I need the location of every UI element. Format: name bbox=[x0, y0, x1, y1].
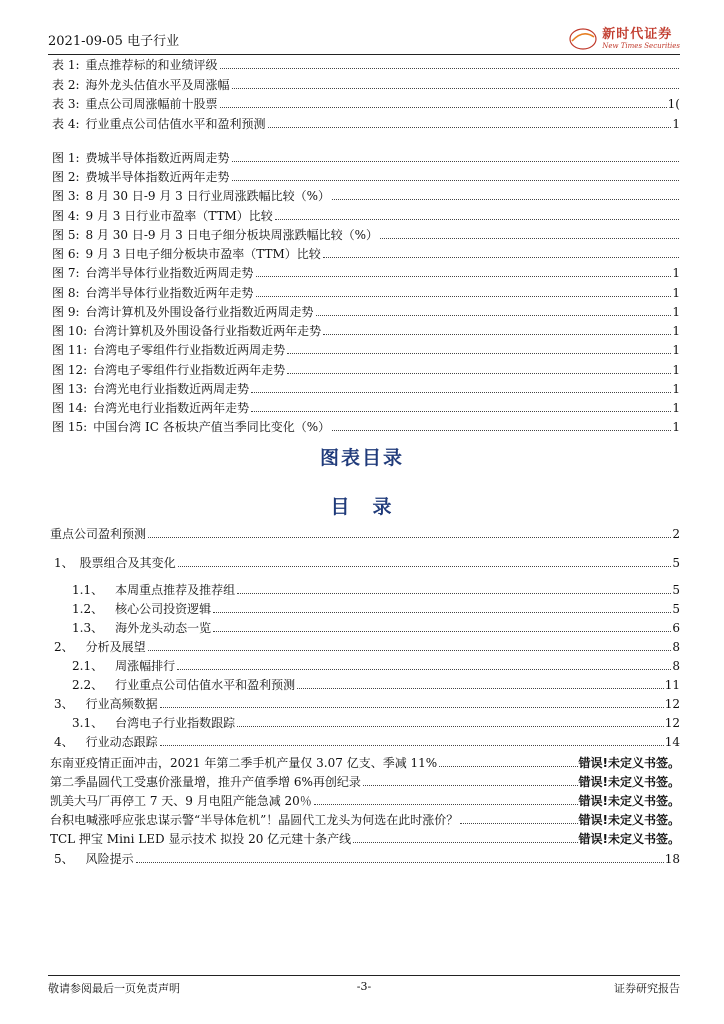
dot-leader bbox=[287, 353, 671, 354]
entry-label: 3.1、 bbox=[72, 716, 104, 730]
entry-label: 图 6: bbox=[52, 247, 80, 261]
logo-chinese: 新时代证券 bbox=[602, 27, 673, 42]
dot-leader bbox=[363, 785, 578, 786]
dot-leader bbox=[136, 862, 664, 863]
table-entry[interactable] bbox=[52, 78, 680, 92]
entry-title: 重点公司盈利预测 bbox=[50, 527, 147, 541]
entry-title: 海外龙头估值水平及周涨幅 bbox=[85, 78, 230, 92]
entry-title: 股票组合及其变化 bbox=[79, 556, 176, 570]
entry-label: 表 2: bbox=[52, 78, 80, 92]
dot-leader bbox=[251, 392, 671, 393]
toc-entry[interactable] bbox=[50, 813, 680, 827]
table-entry[interactable] bbox=[52, 117, 680, 131]
entry-label: 图 14: bbox=[52, 401, 88, 415]
entry-title: 台湾光电行业指数近两年走势 bbox=[93, 401, 250, 415]
entry-title: 分析及展望 bbox=[85, 640, 146, 654]
header-rule bbox=[48, 54, 680, 55]
footer-disclaimer: 敬请参阅最后一页免责声明 bbox=[48, 982, 180, 995]
entry-page-number: 14 bbox=[664, 735, 680, 749]
entry-title: TCL 押宝 Mini LED 显示技术 拟投 20 亿元建十条产线 bbox=[50, 832, 352, 846]
figure-entry[interactable] bbox=[52, 189, 680, 203]
figure-entry[interactable] bbox=[52, 324, 680, 338]
figure-entry[interactable] bbox=[52, 247, 680, 261]
entry-title: 行业重点公司估值水平和盈利预测 bbox=[115, 678, 296, 692]
entry-page-number: 1 bbox=[672, 305, 680, 319]
dot-leader bbox=[148, 650, 672, 651]
entry-title: 行业动态跟踪 bbox=[85, 735, 158, 749]
entry-page-number: 1 bbox=[672, 266, 680, 280]
toc-entry[interactable] bbox=[54, 697, 680, 711]
entry-page-number: 11 bbox=[664, 678, 680, 692]
toc-entry[interactable] bbox=[50, 794, 680, 808]
dot-leader bbox=[287, 373, 671, 374]
dot-leader bbox=[353, 842, 577, 843]
entry-label: 2.2、 bbox=[72, 678, 104, 692]
toc-entry[interactable] bbox=[54, 852, 680, 866]
entry-page-number: 2 bbox=[672, 527, 680, 541]
logo-text bbox=[602, 28, 680, 50]
table-entry[interactable] bbox=[52, 97, 680, 111]
dot-leader bbox=[232, 161, 679, 162]
dot-leader bbox=[439, 766, 577, 767]
entry-title: 重点公司周涨幅前十股票 bbox=[85, 97, 218, 111]
dot-leader bbox=[213, 631, 671, 632]
entry-label: 1、 bbox=[54, 556, 74, 570]
entry-page-number: 错误!未定义书签。 bbox=[578, 813, 680, 827]
figure-entry[interactable] bbox=[52, 228, 680, 242]
toc-entry[interactable] bbox=[50, 832, 680, 846]
entry-label: 5、 bbox=[54, 852, 74, 866]
entry-label: 1.3、 bbox=[72, 621, 104, 635]
company-logo bbox=[568, 26, 680, 52]
entry-page-number: 5 bbox=[672, 583, 680, 597]
entry-label: 1.1、 bbox=[72, 583, 104, 597]
entry-label: 图 15: bbox=[52, 420, 88, 434]
entry-page-number: 8 bbox=[672, 640, 680, 654]
entry-title: 东南亚疫情正面冲击，2021 年第二季手机产量仅 3.07 亿支、季减 11% bbox=[50, 756, 438, 770]
figure-entry[interactable] bbox=[52, 286, 680, 300]
header-date-industry: 2021-09-05 电子行业 bbox=[48, 34, 180, 49]
entry-page-number: 错误!未定义书签。 bbox=[578, 794, 680, 808]
toc-entry[interactable] bbox=[54, 640, 680, 654]
toc-entry[interactable] bbox=[50, 527, 680, 541]
entry-label: 图 4: bbox=[52, 209, 80, 223]
dot-leader bbox=[275, 219, 679, 220]
toc-entry[interactable] bbox=[72, 602, 680, 616]
figure-entry[interactable] bbox=[52, 363, 680, 377]
dot-leader bbox=[332, 199, 679, 200]
dot-leader bbox=[178, 566, 672, 567]
toc-entry[interactable] bbox=[72, 621, 680, 635]
page-number: -3- bbox=[356, 980, 372, 993]
entry-title: 9 月 3 日行业市盈率（TTM）比较 bbox=[85, 209, 273, 223]
figure-entry[interactable] bbox=[52, 382, 680, 396]
figure-entry[interactable] bbox=[52, 266, 680, 280]
dot-leader bbox=[332, 430, 671, 431]
entry-label: 3、 bbox=[54, 697, 74, 711]
entry-label: 表 1: bbox=[52, 58, 80, 72]
entry-page-number: 错误!未定义书签。 bbox=[578, 756, 680, 770]
figure-entry[interactable] bbox=[52, 209, 680, 223]
dot-leader bbox=[297, 688, 664, 689]
entry-title: 台湾半导体行业指数近两周走势 bbox=[85, 266, 254, 280]
entry-page-number: 1( bbox=[667, 97, 680, 111]
entry-page-number: 错误!未定义书签。 bbox=[578, 832, 680, 846]
toc-entry[interactable] bbox=[54, 556, 680, 570]
entry-label: 图 13: bbox=[52, 382, 88, 396]
dot-leader bbox=[323, 257, 679, 258]
entry-title: 核心公司投资逻辑 bbox=[115, 602, 212, 616]
contents-title: 目 录 bbox=[330, 496, 394, 518]
entry-page-number: 1 bbox=[672, 343, 680, 357]
dot-leader bbox=[380, 238, 679, 239]
dot-leader bbox=[148, 537, 671, 538]
entry-title: 行业重点公司估值水平和盈利预测 bbox=[85, 117, 266, 131]
entry-page-number: 6 bbox=[672, 621, 680, 635]
entry-title: 费城半导体指数近两周走势 bbox=[85, 151, 230, 165]
table-entry[interactable] bbox=[52, 58, 680, 72]
dot-leader bbox=[220, 68, 679, 69]
entry-label: 图 7: bbox=[52, 266, 80, 280]
entry-label: 2.1、 bbox=[72, 659, 104, 673]
dot-leader bbox=[323, 334, 671, 335]
entry-page-number: 1 bbox=[672, 401, 680, 415]
logo-english: New Times Securities bbox=[602, 42, 680, 50]
entry-page-number: 1 bbox=[672, 363, 680, 377]
dot-leader bbox=[220, 107, 667, 108]
entry-label: 2、 bbox=[54, 640, 74, 654]
toc-entry[interactable] bbox=[72, 583, 680, 597]
entry-title: 台湾电子行业指数跟踪 bbox=[115, 716, 236, 730]
entry-label: 图 10: bbox=[52, 324, 88, 338]
entry-title: 台湾光电行业指数近两周走势 bbox=[93, 382, 250, 396]
entry-title: 凯美大马厂再停工 7 天、9 月电阻产能急减 20％ bbox=[50, 794, 312, 808]
dot-leader bbox=[460, 823, 577, 824]
figures-tables-title: 图表目录 bbox=[319, 447, 404, 469]
toc-entry[interactable] bbox=[50, 775, 680, 789]
entry-title: 8 月 30 日-9 月 3 日电子细分板块周涨跌幅比较（%） bbox=[85, 228, 379, 242]
entry-page-number: 1 bbox=[672, 420, 680, 434]
entry-page-number: 18 bbox=[664, 852, 680, 866]
entry-title: 中国台湾 IC 各板块产值当季同比变化（%） bbox=[93, 420, 331, 434]
entry-label: 图 9: bbox=[52, 305, 80, 319]
entry-label: 1.2、 bbox=[72, 602, 104, 616]
entry-label: 图 8: bbox=[52, 286, 80, 300]
entry-title: 8 月 30 日-9 月 3 日行业周涨跌幅比较（%） bbox=[85, 189, 331, 203]
page-header bbox=[48, 26, 680, 54]
figure-entry[interactable] bbox=[52, 343, 680, 357]
entry-label: 图 5: bbox=[52, 228, 80, 242]
entry-title: 行业高频数据 bbox=[85, 697, 158, 711]
dot-leader bbox=[316, 315, 672, 316]
figure-entry[interactable] bbox=[52, 305, 680, 319]
entry-page-number: 1 bbox=[672, 324, 680, 338]
entry-label: 表 4: bbox=[52, 117, 80, 131]
entry-title: 台湾电子零组件行业指数近两年走势 bbox=[93, 363, 286, 377]
dot-leader bbox=[256, 276, 672, 277]
footer-rule bbox=[48, 975, 680, 976]
entry-title: 台湾计算机及外围设备行业指数近两周走势 bbox=[85, 305, 314, 319]
entry-label: 图 12: bbox=[52, 363, 88, 377]
entry-label: 图 11: bbox=[52, 343, 88, 357]
entry-page-number: 1 bbox=[672, 117, 680, 131]
dot-leader bbox=[213, 612, 671, 613]
entry-page-number: 8 bbox=[672, 659, 680, 673]
entry-title: 台湾计算机及外围设备行业指数近两年走势 bbox=[93, 324, 322, 338]
figure-entry[interactable] bbox=[52, 401, 680, 415]
entry-page-number: 5 bbox=[672, 556, 680, 570]
entry-page-number: 12 bbox=[664, 716, 680, 730]
entry-title: 台湾半导体行业指数近两年走势 bbox=[85, 286, 254, 300]
dot-leader bbox=[160, 745, 664, 746]
entry-page-number: 12 bbox=[664, 697, 680, 711]
toc-entry[interactable] bbox=[50, 756, 680, 770]
figure-entry[interactable] bbox=[52, 151, 680, 165]
figure-entry[interactable] bbox=[52, 420, 680, 434]
entry-page-number: 1 bbox=[672, 286, 680, 300]
dot-leader bbox=[160, 707, 664, 708]
toc-entry[interactable] bbox=[72, 659, 680, 673]
entry-title: 费城半导体指数近两年走势 bbox=[85, 170, 230, 184]
entry-title: 第二季晶圆代工受惠价涨量增，推升产值季增 6%再创纪录 bbox=[50, 775, 361, 789]
toc-entry[interactable] bbox=[72, 716, 680, 730]
entry-title: 本周重点推荐及推荐组 bbox=[115, 583, 236, 597]
entry-label: 图 2: bbox=[52, 170, 80, 184]
entry-title: 9 月 3 日电子细分板块市盈率（TTM）比较 bbox=[85, 247, 321, 261]
logo-mark-icon bbox=[568, 27, 598, 51]
entry-page-number: 5 bbox=[672, 602, 680, 616]
entry-label: 图 3: bbox=[52, 189, 80, 203]
entry-title: 周涨幅排行 bbox=[115, 659, 176, 673]
dot-leader bbox=[232, 88, 679, 89]
dot-leader bbox=[256, 296, 672, 297]
page-footer bbox=[48, 980, 680, 996]
entry-title: 台积电喊涨呼应张忠谋示警“半导体危机”！晶圆代工龙头为何选在此时涨价？ bbox=[50, 813, 459, 827]
entry-label: 图 1: bbox=[52, 151, 80, 165]
figure-entry[interactable] bbox=[52, 170, 680, 184]
entry-label: 表 3: bbox=[52, 97, 80, 111]
dot-leader bbox=[232, 180, 679, 181]
dot-leader bbox=[314, 804, 578, 805]
entry-title: 风险提示 bbox=[85, 852, 134, 866]
toc-entry[interactable] bbox=[72, 678, 680, 692]
dot-leader bbox=[237, 593, 671, 594]
dot-leader bbox=[251, 411, 671, 412]
entry-page-number: 错误!未定义书签。 bbox=[578, 775, 680, 789]
entry-title: 海外龙头动态一览 bbox=[115, 621, 212, 635]
toc-entry[interactable] bbox=[54, 735, 680, 749]
dot-leader bbox=[268, 127, 672, 128]
entry-label: 4、 bbox=[54, 735, 74, 749]
dot-leader bbox=[177, 669, 671, 670]
footer-report-type: 证券研究报告 bbox=[614, 982, 680, 995]
dot-leader bbox=[237, 726, 664, 727]
entry-page-number: 1 bbox=[672, 382, 680, 396]
entry-title: 重点推荐标的和业绩评级 bbox=[85, 58, 218, 72]
entry-title: 台湾电子零组件行业指数近两周走势 bbox=[93, 343, 286, 357]
